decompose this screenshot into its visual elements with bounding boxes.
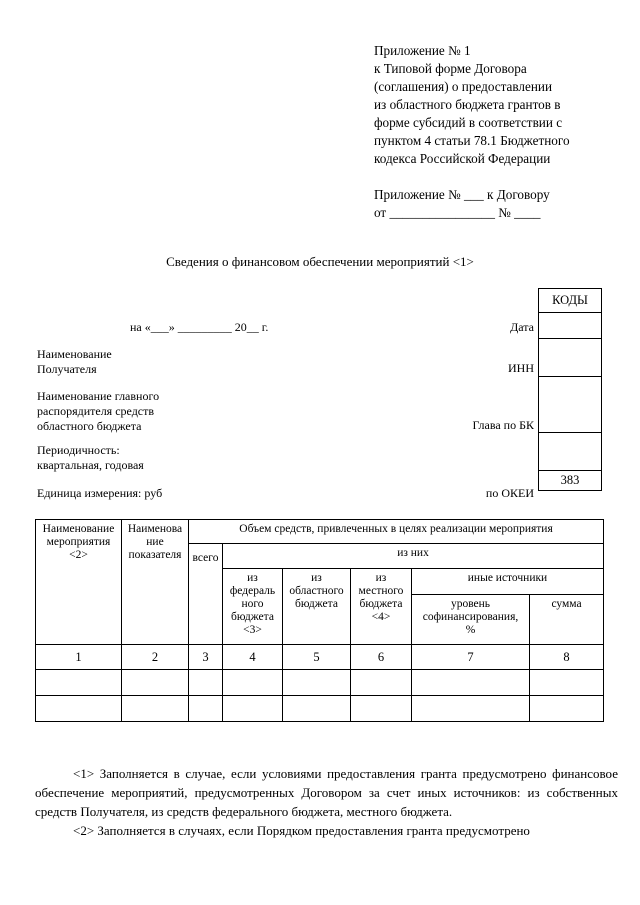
col-event-header: Наименование мероприятия <2> — [36, 520, 122, 645]
col-volume-header: Объем средств, привлеченных в целях реализации мероприятия — [189, 520, 604, 544]
code-period-value — [539, 433, 602, 471]
bk-code-label: Глава по БК — [472, 418, 534, 432]
col-indicator-header: Наименова ние показателя — [122, 520, 189, 645]
contract-date-line: от ________________ № ____ — [374, 205, 541, 220]
document-title: Сведения о финансовом обеспечении мероприятий <1> — [166, 254, 474, 269]
appendix-header — [374, 42, 624, 222]
footnote: <2> Заполняется в случаях, если Порядком предоставления гранта предусмотрено — [73, 823, 530, 838]
footnote: <1> Заполняется в случае, если условиями предоставления гранта предусмотрено финансовое обеспечение мероприятий, предусмотренных Договором за счет иных источников: из собственных средств Получателя, из средств федерального бюджета, местного бюджета. — [35, 766, 618, 819]
appendix-line: кодекса Российской Федерации — [374, 151, 551, 166]
funding-table — [35, 519, 604, 722]
appendix-line: Приложение № 1 — [374, 43, 471, 58]
table-row — [36, 696, 604, 722]
col-total-header: всего — [189, 544, 223, 645]
budget-manager-label: Наименование главного распорядителя средств областного бюджета — [37, 389, 160, 433]
contract-appendix-line: Приложение № ___ к Договору — [374, 187, 550, 202]
column-numbers-row — [36, 645, 604, 670]
col-number: 6 — [351, 645, 412, 670]
code-okei-value: 383 — [539, 471, 602, 491]
codes-table — [538, 288, 602, 491]
periodicity-label: Периодичность: квартальная, годовая — [37, 443, 144, 472]
col-local-header: из местного бюджета <4> — [351, 569, 412, 645]
recipient-label: Наименование Получателя — [37, 347, 112, 376]
col-number: 4 — [223, 645, 283, 670]
col-number: 7 — [412, 645, 530, 670]
col-number: 2 — [122, 645, 189, 670]
col-number: 5 — [283, 645, 351, 670]
col-regional-header: из областного бюджета — [283, 569, 351, 645]
col-of-which-header: из них — [223, 544, 604, 569]
code-date-value — [539, 313, 602, 339]
appendix-line: из областного бюджета грантов в — [374, 97, 561, 112]
col-number: 8 — [530, 645, 604, 670]
code-inn-value — [539, 339, 602, 377]
appendix-line: пунктом 4 статьи 78.1 Бюджетного — [374, 133, 570, 148]
footnotes — [35, 764, 618, 840]
okei-code-label: по ОКЕИ — [485, 486, 534, 500]
codes-header: КОДЫ — [539, 289, 602, 313]
col-other-header: иные источники — [412, 569, 604, 595]
appendix-line: к Типовой форме Договора — [374, 61, 527, 76]
col-sum-header: сумма — [530, 595, 604, 645]
col-number: 1 — [36, 645, 122, 670]
table-row — [36, 670, 604, 696]
inn-code-label: ИНН — [508, 361, 534, 375]
appendix-line: форме субсидий в соответствии с — [374, 115, 563, 130]
date-code-label: Дата — [510, 320, 534, 334]
appendix-line: (соглашения) о предоставлении — [374, 79, 553, 94]
unit-label: Единица измерения: руб — [37, 486, 163, 500]
col-number: 3 — [189, 645, 223, 670]
col-federal-header: из федераль ного бюджета <3> — [223, 569, 283, 645]
code-bk-value — [539, 377, 602, 433]
col-cofin-header: уровень софинансирования, % — [412, 595, 530, 645]
report-date-line: на «___» _________ 20__ г. — [130, 320, 269, 334]
